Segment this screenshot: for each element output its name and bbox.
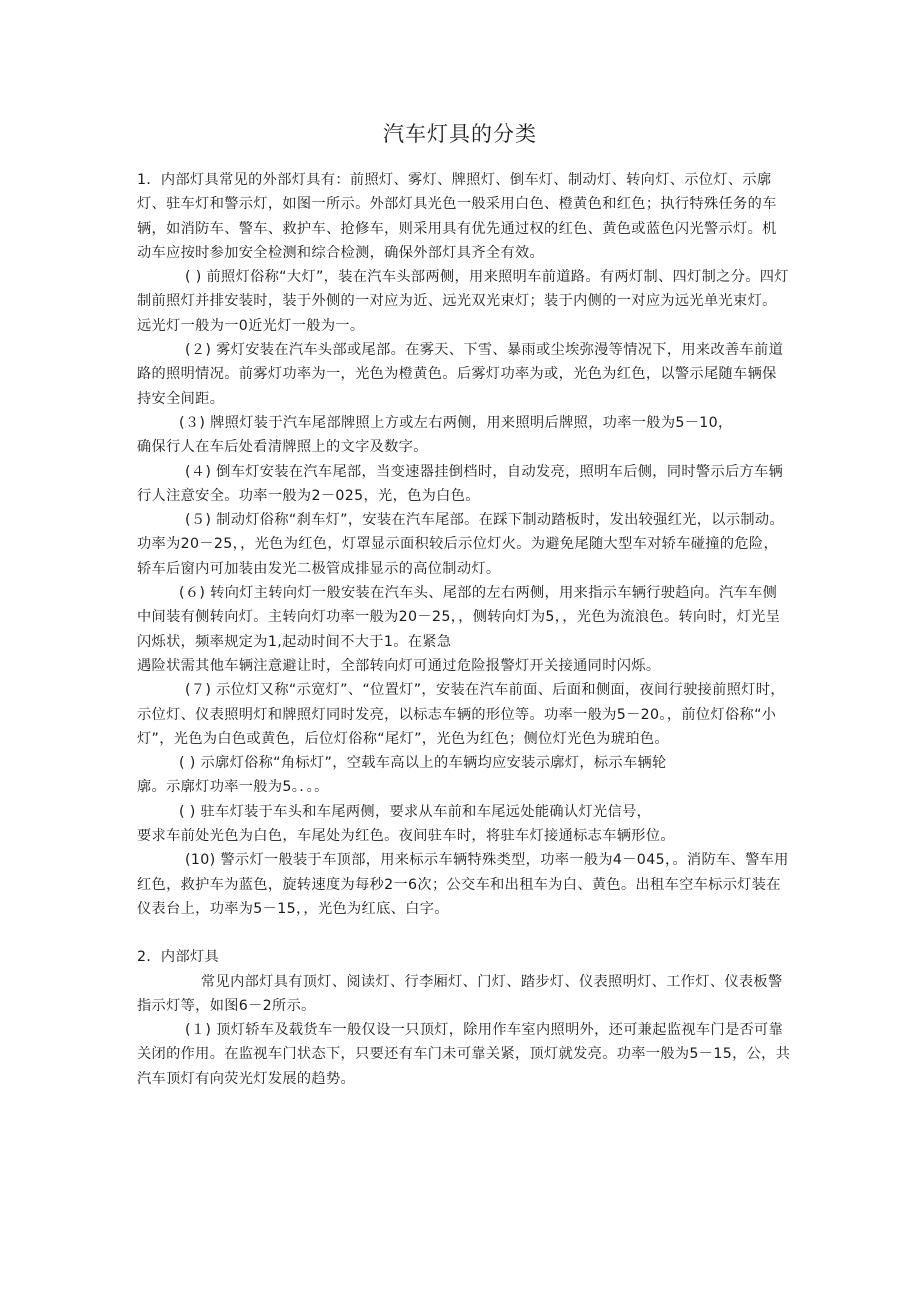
paragraph-headlamp: ( ) 前照灯俗称“大灯”，装在汽车头部两侧，用来照明车前道路。有两灯制、四灯制之分。四灯制前照灯并排安装时，装于外侧的一对应为近、远光双光束灯；装于内侧的一对应为远光单光束灯。远光灯一般为一0近光灯一般为一。 xyxy=(137,269,789,334)
paragraph-parking-lamp-cont: 要求车前处光色为白色，车尾处为红色。夜间驻车时，将驻车灯接通标志车辆形位。 xyxy=(137,828,675,845)
paragraph-parking-lamp: ( ) 驻车灯装于车头和车尾两侧，要求从车前和车尾远处能确认灯光信号， xyxy=(179,803,652,820)
section1-intro: 1．内部灯具常见的外部灯具有：前照灯、雾灯、牌照灯、倒车灯、制动灯、转向灯、示位灯、示廓灯、驻车灯和警示灯，如图一所示。外部灯具光色一般采用白色、橙黄色和红色；执行特殊任务的车辆，如消防车、警车、救护车、抢修车，则采用具有优先通过权的红色、黄色或蓝色闪光警示灯。机动车应按时参加安全检测和综合检测，确保外部灯具齐全有效。 xyxy=(137,172,777,261)
section2-heading: 2．内部灯具 xyxy=(137,949,220,966)
paragraph-outline-lamp-cont: 廓。示廓灯功率一般为5。．。。 xyxy=(137,779,329,796)
page-title: 汽车灯具的分类 xyxy=(383,122,537,146)
paragraph-warning-lamp: (10) 警示灯一般装于车顶部，用来标示车辆特殊类型，功率一般为4－045，。消防车、警车用红色，救护车为蓝色，旋转速度为每秒2一6次；公交车和出租车为白、黄色。出租车空车标示灯装在仪表台上，功率为5－15，，光色为红底、白字。 xyxy=(137,852,789,917)
document-body xyxy=(137,168,791,1091)
section-spacer xyxy=(137,921,791,945)
paragraph-brake-lamp: (５) 制动灯俗称“刹车灯”，安装在汽车尾部。在踩下制动踏板时，发出较强红光，以示制动。功率为20－25，，光色为红色，灯罩显示面积较后示位灯火。为避免尾随大型车对轿车碰撞的危险，轿车后窗内可加装由发光二极管成排显示的高位制动灯。 xyxy=(137,512,784,577)
paragraph-dome-lamp: (１) 顶灯轿车及载货车一般仅设一只顶灯，除用作车室内照明外，还可兼起监视车门是否可靠关闭的作用。在监视车门状态下，只要还有车门未可靠关紧，顶灯就发亮。功率一般为5－15，公，共汽车顶灯有向荧光灯发展的趋势。 xyxy=(137,1022,791,1087)
paragraph-plate-lamp-cont: 确保行人在车后处看清牌照上的文字及数字。 xyxy=(137,439,428,456)
paragraph-outline-lamp: ( ) 示廓灯俗称“角标灯”，空载车高以上的车辆均应安装示廓灯，标示车辆轮 xyxy=(179,755,667,772)
paragraph-fog-lamp: (２) 雾灯安装在汽车头部或尾部。在雾天、下雪、暴雨或尘埃弥漫等情况下，用来改善车前道路的照明情况。前雾灯功率为一，光色为橙黄色。后雾灯功率为或，光色为红色，以警示尾随车辆保持安全间距。 xyxy=(137,342,784,407)
paragraph-turn-signal-cont: 遇险状需其他车辆注意避让时，全部转向灯可通过危险报警灯开关接通同时闪烁。 xyxy=(137,657,661,674)
paragraph-turn-signal: (６) 转向灯主转向灯一般安装在汽车头、尾部的左右两侧，用来指示车辆行驶趋向。汽车车侧中间装有侧转向灯。主转向灯功率一般为20－25，，侧转向灯为5，，光色为流浪色。转向时，灯光呈闪烁状，频率规定为1,起动时间不大于1。在紧急 xyxy=(137,585,781,650)
paragraph-plate-lamp: (３) 牌照灯装于汽车尾部牌照上方或左右两侧，用来照明后牌照，功率一般为5－10， xyxy=(179,414,733,431)
paragraph-position-lamp: (７) 示位灯又称“示宽灯”、“位置灯”，安装在汽车前面、后面和侧面，夜间行驶接前照灯时，示位灯、仪表照明灯和牌照灯同时发亮，以标志车辆的形位等。功率一般为5－20。，前位灯俗称“小灯”，光色为白色或黄色，后位灯俗称“尾灯”，光色为红色；侧位灯光色为琥珀色。 xyxy=(137,682,785,747)
section2-intro: 常见内部灯具有顶灯、阅读灯、行李厢灯、门灯、踏步灯、仪表照明灯、工作灯、仪表板警指示灯等，如图6－2所示。 xyxy=(137,973,783,1014)
paragraph-reverse-lamp: (４) 倒车灯安装在汽车尾部，当变速器挂倒档时，自动发亮，照明车后侧，同时警示后方车辆行人注意安全。功率一般为2－025，光，色为白色。 xyxy=(137,463,784,504)
